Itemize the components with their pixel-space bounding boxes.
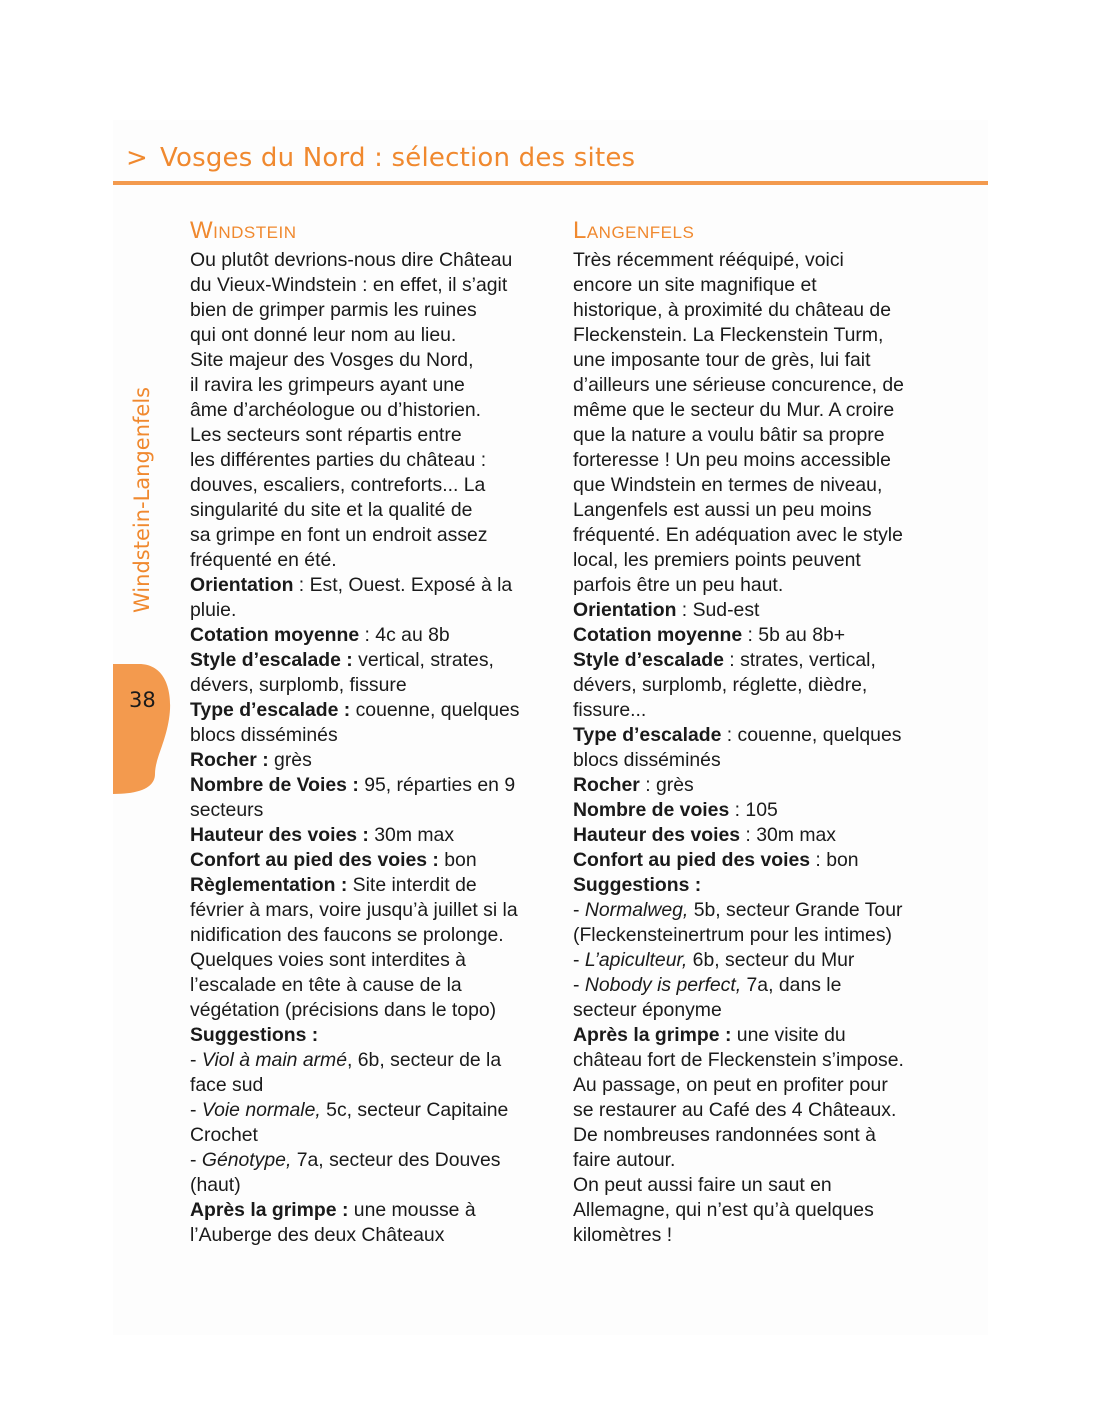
page-number: 38: [129, 688, 156, 712]
langenfels-intro: [573, 248, 943, 598]
orientation-label: Orientation: [190, 574, 294, 596]
suggestion-details: 6b, secteur du Mur: [687, 949, 855, 971]
page-title: Vosges du Nord : sélection des sites: [160, 143, 636, 173]
suggestions-label: Suggestions :: [190, 1024, 319, 1046]
voies-value: : 105: [729, 799, 778, 821]
reglementation-text: février à mars, voire jusqu’à juillet si la: [190, 899, 518, 921]
apres-label: Après la grimpe :: [190, 1199, 349, 1221]
site-title-windstein: Windstein: [190, 217, 297, 244]
orientation-value: : Sud-est: [676, 599, 760, 621]
suggestion-details: , 6b, secteur de la: [347, 1049, 502, 1071]
hauteur-label: Hauteur des voies :: [190, 824, 369, 846]
apres-text: château fort de Fleckenstein s’impose.: [573, 1049, 904, 1071]
type-line-2: blocs disséminés: [573, 749, 721, 771]
orientation-line: [573, 598, 943, 623]
suggestion-details: 5b, secteur Grande Tour: [688, 899, 903, 921]
confort-value: : bon: [810, 849, 859, 871]
type-value: couenne, quelques: [350, 699, 520, 721]
hauteur-line: [573, 823, 943, 848]
page-number-tab: [113, 664, 173, 794]
reglementation-text: nidification des faucons se prolonge.: [190, 924, 504, 946]
suggestion-dash: -: [573, 899, 585, 921]
suggestion-dash: -: [190, 1099, 202, 1121]
intro-line: bien de grimper parmis les ruines: [190, 299, 477, 321]
orientation-value: : Est, Ouest. Exposé à la: [293, 574, 513, 596]
confort-label: Confort au pied des voies: [573, 849, 811, 871]
apres-text: De nombreuses randonnées sont à: [573, 1124, 876, 1146]
intro-line: encore un site magnifique et: [573, 274, 817, 296]
style-label: Style d’escalade :: [190, 649, 353, 671]
style-value: vertical, strates,: [352, 649, 494, 671]
apres-value: une visite du: [731, 1024, 846, 1046]
site-title-langenfels: Langenfels: [573, 217, 695, 244]
intro-line: local, les premiers points peuvent: [573, 549, 861, 571]
apres-line: [190, 1198, 560, 1223]
intro-line: que Windstein en termes de niveau,: [573, 474, 883, 496]
langenfels-column: [573, 216, 943, 1248]
apres-text: On peut aussi faire un saut en: [573, 1174, 832, 1196]
intro-line: Langenfels est aussi un peu moins: [573, 499, 872, 521]
orientation-line-2: pluie.: [190, 599, 237, 621]
intro-line: singularité du site et la qualité de: [190, 499, 473, 521]
orientation-label: Orientation: [573, 599, 677, 621]
suggestion-route-name: Voie normale,: [201, 1099, 321, 1121]
cotation-label: Cotation moyenne: [573, 624, 743, 646]
intro-line: Fleckenstein. La Fleckenstein Turm,: [573, 324, 884, 346]
intro-line: fréquenté en été.: [190, 549, 337, 571]
hauteur-value: 30m max: [368, 824, 455, 846]
intro-line: il ravira les grimpeurs ayant une: [190, 374, 465, 396]
suggestion-details: 5c, secteur Capitaine: [320, 1099, 509, 1121]
reglementation-line: [190, 873, 560, 898]
cotation-line: [190, 623, 560, 648]
suggestion-item: [573, 948, 943, 973]
apres-text: Au passage, on peut en profiter pour: [573, 1074, 888, 1096]
style-line-3: fissure...: [573, 699, 647, 721]
suggestion-details: 7a, secteur des Douves: [291, 1149, 501, 1171]
type-label: Type d’escalade :: [190, 699, 351, 721]
rocher-line: [190, 748, 560, 773]
style-line-2: dévers, surplomb, fissure: [190, 674, 407, 696]
rocher-value: grès: [268, 749, 312, 771]
cotation-line: [573, 623, 943, 648]
suggestion-item-cont: (Fleckensteinertrum pour les intimes): [573, 924, 892, 946]
reglementation-text: Quelques voies sont interdites à: [190, 949, 466, 971]
apres-value: une mousse à: [348, 1199, 476, 1221]
confort-line: [573, 848, 943, 873]
suggestion-route-name: Viol à main armé: [201, 1049, 347, 1071]
section-header: [126, 138, 635, 178]
style-line-2: dévers, surplomb, réglette, dièdre,: [573, 674, 868, 696]
suggestion-item: [573, 898, 943, 923]
style-label: Style d’escalade: [573, 649, 724, 671]
type-value: : couenne, quelques: [721, 724, 902, 746]
suggestion-dash: -: [573, 949, 585, 971]
intro-line: Les secteurs sont répartis entre: [190, 424, 462, 446]
apres-text: faire autour.: [573, 1149, 676, 1171]
suggestion-route-name: Normalweg,: [584, 899, 689, 921]
confort-label: Confort au pied des voies :: [190, 849, 439, 871]
suggestion-item-cont: face sud: [190, 1074, 264, 1096]
suggestion-item-cont: Crochet: [190, 1124, 258, 1146]
suggestion-item-cont: secteur éponyme: [573, 999, 722, 1021]
hauteur-label: Hauteur des voies: [573, 824, 741, 846]
windstein-intro: [190, 248, 560, 573]
intro-line: Site majeur des Vosges du Nord,: [190, 349, 474, 371]
suggestion-item-cont: (haut): [190, 1174, 241, 1196]
intro-line: âme d’archéologue ou d’historien.: [190, 399, 482, 421]
intro-line: douves, escaliers, contreforts... La: [190, 474, 486, 496]
cotation-value: : 4c au 8b: [359, 624, 450, 646]
suggestion-dash: -: [190, 1149, 202, 1171]
style-line: [190, 648, 560, 673]
side-running-title: Windstein-Langenfels: [130, 386, 154, 613]
intro-line: du Vieux-Windstein : en effet, il s’agit: [190, 274, 508, 296]
voies-label: Nombre de Voies :: [190, 774, 359, 796]
hauteur-line: [190, 823, 560, 848]
style-line: [573, 648, 943, 673]
suggestion-route-name: Nobody is perfect,: [584, 974, 742, 996]
reglementation-text: végétation (précisions dans le topo): [190, 999, 497, 1021]
intro-line: qui ont donné leur nom au lieu.: [190, 324, 457, 346]
confort-value: bon: [438, 849, 477, 871]
rocher-value: : grès: [639, 774, 694, 796]
suggestion-details: 7a, dans le: [741, 974, 842, 996]
confort-line: [190, 848, 560, 873]
hauteur-value: : 30m max: [740, 824, 836, 846]
page-tab-shape: [113, 664, 173, 794]
apres-line: [573, 1023, 943, 1048]
suggestion-item: [190, 1048, 560, 1073]
intro-line: même que le secteur du Mur. A croire: [573, 399, 895, 421]
voies-value: 95, réparties en 9: [358, 774, 516, 796]
chevron-right-icon: >: [126, 143, 148, 173]
apres-text: se restaurer au Café des 4 Châteaux.: [573, 1099, 897, 1121]
intro-line: les différentes parties du château :: [190, 449, 487, 471]
suggestion-item: [190, 1148, 560, 1173]
type-line: [190, 698, 560, 723]
voies-line: [573, 798, 943, 823]
intro-line: fréquenté. En adéquation avec le style: [573, 524, 903, 546]
style-value: : strates, vertical,: [723, 649, 876, 671]
intro-line: Très récemment rééquipé, voici: [573, 249, 844, 271]
intro-line: historique, à proximité du château de: [573, 299, 891, 321]
apres-line-2: l’Auberge des deux Châteaux: [190, 1224, 445, 1246]
header-divider: [113, 181, 988, 185]
orientation-line: [190, 573, 560, 598]
rocher-label: Rocher: [573, 774, 640, 796]
suggestion-item: [573, 973, 943, 998]
rocher-line: [573, 773, 943, 798]
intro-line: parfois être un peu haut.: [573, 574, 784, 596]
type-label: Type d’escalade: [573, 724, 722, 746]
intro-line: d’ailleurs une sérieuse concurence, de: [573, 374, 904, 396]
suggestion-dash: -: [190, 1049, 202, 1071]
cotation-label: Cotation moyenne: [190, 624, 360, 646]
windstein-column: [190, 216, 560, 1248]
voies-line: [190, 773, 560, 798]
reglementation-text: l’escalade en tête à cause de la: [190, 974, 462, 996]
reglementation-label: Règlementation :: [190, 874, 348, 896]
rocher-label: Rocher :: [190, 749, 269, 771]
apres-label: Après la grimpe :: [573, 1024, 732, 1046]
voies-line-2: secteurs: [190, 799, 264, 821]
suggestion-dash: -: [573, 974, 585, 996]
reglementation-value: Site interdit de: [347, 874, 477, 896]
type-line: [573, 723, 943, 748]
suggestion-item: [190, 1098, 560, 1123]
intro-line: une imposante tour de grès, lui fait: [573, 349, 871, 371]
cotation-value: : 5b au 8b+: [742, 624, 846, 646]
apres-text: Allemagne, qui n’est qu’à quelques: [573, 1199, 874, 1221]
suggestion-route-name: Génotype,: [201, 1149, 292, 1171]
voies-label: Nombre de voies: [573, 799, 730, 821]
suggestion-route-name: L’apiculteur,: [584, 949, 688, 971]
intro-line: sa grimpe en font un endroit assez: [190, 524, 488, 546]
intro-line: que la nature a voulu bâtir sa propre: [573, 424, 885, 446]
suggestions-label: Suggestions :: [573, 874, 702, 896]
intro-line: Ou plutôt devrions-nous dire Château: [190, 249, 513, 271]
type-line-2: blocs disséminés: [190, 724, 338, 746]
apres-text: kilomètres !: [573, 1224, 673, 1246]
intro-line: forteresse ! Un peu moins accessible: [573, 449, 891, 471]
